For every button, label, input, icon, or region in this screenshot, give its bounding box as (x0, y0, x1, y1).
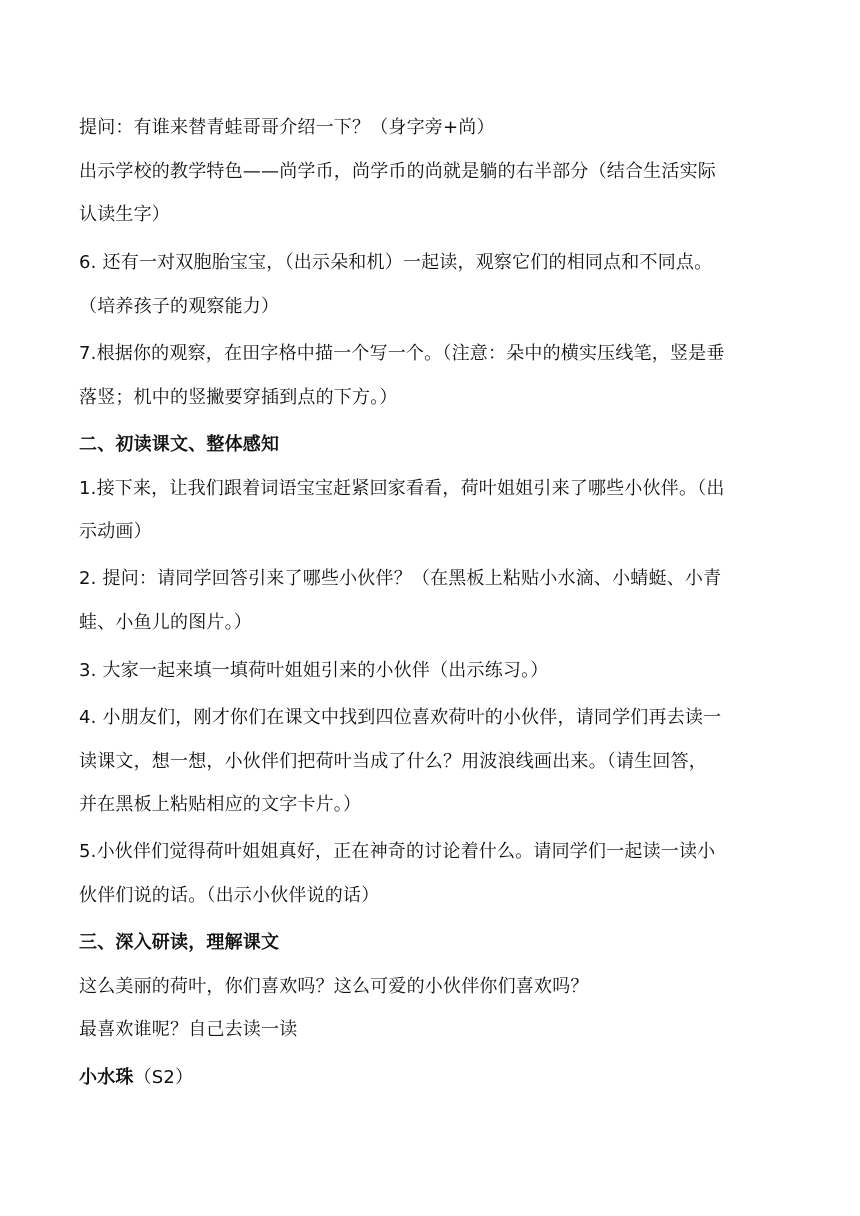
text-line: 1.接下来，让我们跟着词语宝宝赶紧回家看看，荷叶姐姐引来了哪些小伙伴。（出 (79, 478, 725, 499)
text-line: 2. 提问：请同学回答引来了哪些小伙伴？（在黑板上粘贴小水滴、小蜻蜓、小青 (79, 568, 722, 589)
text-line: 3. 大家一起来填一填荷叶姐姐引来的小伙伴（出示练习。） (79, 660, 549, 681)
section-heading: 二、初读课文、整体感知 (79, 434, 280, 455)
text-line: 最喜欢谁呢？自己去读一读 (79, 1019, 298, 1040)
subheading-note: （S2） (133, 1067, 194, 1088)
subheading-bold: 小水珠 (79, 1067, 134, 1088)
text-line: 读课文，想一想，小伙伴们把荷叶当成了什么？用波浪线画出来。（请生回答， (79, 751, 707, 772)
section-heading: 三、深入研读，理解课文 (79, 932, 280, 953)
text-line: 7.根据你的观察，在田字格中描一个写一个。（注意：朵中的横实压线笔，竖是垂 (79, 343, 725, 364)
text-line: 这么美丽的荷叶，你们喜欢吗？这么可爱的小伙伴你们喜欢吗？ (79, 976, 589, 997)
text-line: 落竖；机中的竖撇要穿插到点的下方。） (79, 387, 398, 408)
text-line: 4. 小朋友们，刚才你们在课文中找到四位喜欢荷叶的小伙伴，请同学们再去读一 (79, 707, 722, 728)
text-line: 伙伴们说的话。（出示小伙伴说的话） (79, 885, 380, 906)
text-line: （培养孩子的观察能力） (79, 296, 280, 317)
subheading-line (79, 1066, 789, 1090)
text-line: 并在黑板上粘贴相应的文字卡片。） (79, 794, 362, 815)
text-line: 示动画） (79, 521, 152, 542)
text-line: 6. 还有一对双胞胎宝宝，（出示朵和机）一起读，观察它们的相同点和不同点。 (79, 252, 713, 273)
text-line: 提问：有谁来替青蛙哥哥介绍一下？（身字旁+尚） (79, 117, 495, 138)
text-line: 蛙、小鱼儿的图片。） (79, 612, 252, 633)
text-line: 出示学校的教学特色——尚学币，尚学币的尚就是躺的右半部分（结合生活实际 (79, 161, 716, 182)
text-line: 5.小伙伴们觉得荷叶姐姐真好，正在神奇的讨论着什么。请同学们一起读一读小 (79, 841, 716, 862)
text-line: 认读生字） (79, 204, 170, 225)
